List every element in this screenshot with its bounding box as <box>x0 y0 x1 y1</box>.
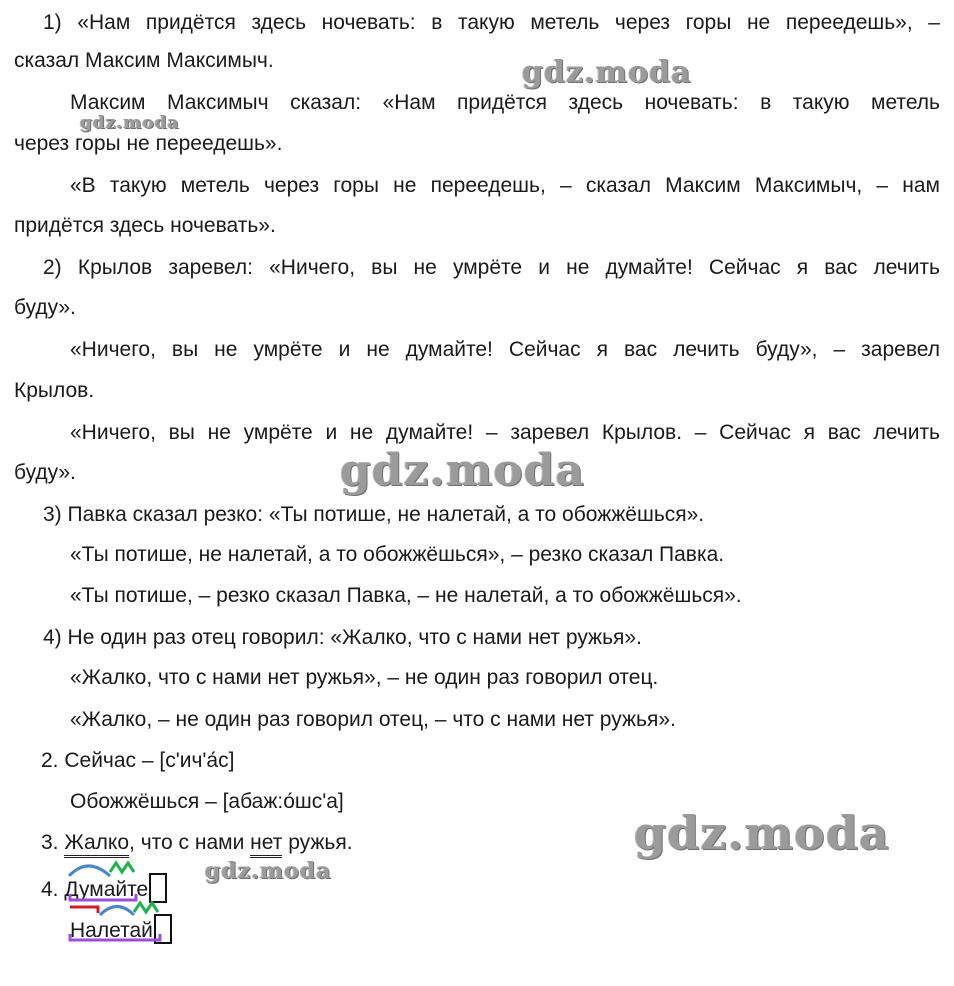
item2-variant2-line2: буду». <box>14 461 76 484</box>
item3-number: 3) <box>43 503 62 526</box>
task2-line1 <box>41 748 234 774</box>
item2-number: 2) <box>43 256 62 279</box>
item2-variant1-line2: Крылов. <box>14 379 95 402</box>
task3-text-end: ружья. <box>282 831 353 854</box>
watermark: gdz.moda <box>80 113 180 133</box>
task4-word2-stem-bracket <box>70 934 160 940</box>
item2-original-text-a: Крылов заревел: «Ничего, вы не умрёте и не думайте! Сейчас я вас лечить <box>77 256 940 279</box>
item4-variant2: «Жалко, – не один раз говорил отец, – что с нами нет ружья». <box>70 708 676 731</box>
watermark: gdz.moda <box>205 858 332 884</box>
task2-transcription1: Сейчас – [с'ич'а́с] <box>64 749 235 772</box>
item2-variant2-line1: «Ничего, вы не умрёте и не думайте! – заревел Крылов. – Сейчас я вас лечить <box>70 421 940 444</box>
task4-word2-root-arc <box>100 907 134 916</box>
item3-variant1: «Ты потише, не налетай, а то обожжёшься», – резко сказал Павка. <box>70 543 725 566</box>
watermark: gdz.moda <box>340 445 586 496</box>
task3-predicate: нет <box>250 831 282 858</box>
item1-variant2-line2: придётся здесь ночевать». <box>14 214 276 237</box>
item1-original-line2: сказал Максим Максимыч. <box>14 49 274 72</box>
item1-variant2-line1: «В такую метель через горы не переедешь, – сказал Максим Максимыч, – нам <box>70 174 940 197</box>
task3-main-member: Жалко <box>64 831 129 858</box>
item3-original <box>43 502 704 528</box>
item4-original <box>43 625 642 651</box>
task2-line2: Обожжёшься – [абаж:о́шс'а] <box>70 790 344 813</box>
item2-original-line2: буду». <box>14 296 76 319</box>
item2-variant1-line1: «Ничего, вы не умрёте и не думайте! Сейчас я вас лечить буду», – заревел <box>70 338 940 361</box>
task4-word2: Налетай <box>70 919 153 942</box>
item1-variant1-line1: Максим Максимыч сказал: «Нам придётся здесь ночевать: в такую метель <box>70 91 940 114</box>
item2-original-line1 <box>43 255 940 281</box>
item4-original-text: Не один раз отец говорил: «Жалко, что с нами нет ружья». <box>67 626 642 649</box>
item1-original-text-a: «Нам придётся здесь ночевать: в такую метель через горы не переедешь», – <box>77 11 940 34</box>
task3-number: 3. <box>41 831 59 854</box>
item1-original-line1 <box>43 10 940 36</box>
item4-number: 4) <box>43 626 62 649</box>
item3-original-text: Павка сказал резко: «Ты потише, не налетай, а то обожжёшься». <box>67 503 705 526</box>
task4-word1: Думайте <box>64 878 149 901</box>
watermark: gdz.moda <box>522 55 692 90</box>
task4-word2-prefix-mark <box>70 907 98 913</box>
item1-number: 1) <box>43 11 62 34</box>
task2-number: 2. <box>41 749 59 772</box>
item3-variant2: «Ты потише, – резко сказал Павка, – не налетай, а то обожжёшься». <box>70 584 742 607</box>
task4-number: 4. <box>41 878 59 901</box>
item1-variant1-line2: через горы не переедешь». <box>14 132 283 155</box>
item4-variant1: «Жалко, что с нами нет ружья», – не один раз говорил отец. <box>70 666 659 689</box>
task3-text-mid: , что с нами <box>129 831 251 854</box>
task4-word2-suffix-mark <box>134 903 158 912</box>
watermark: gdz.moda <box>634 806 890 860</box>
task4-word1-suffix-mark <box>110 863 134 872</box>
task3-sentence <box>41 830 353 856</box>
task4-word1-root-arc <box>69 866 110 876</box>
task4-word2-morpheme-marks <box>60 898 180 948</box>
